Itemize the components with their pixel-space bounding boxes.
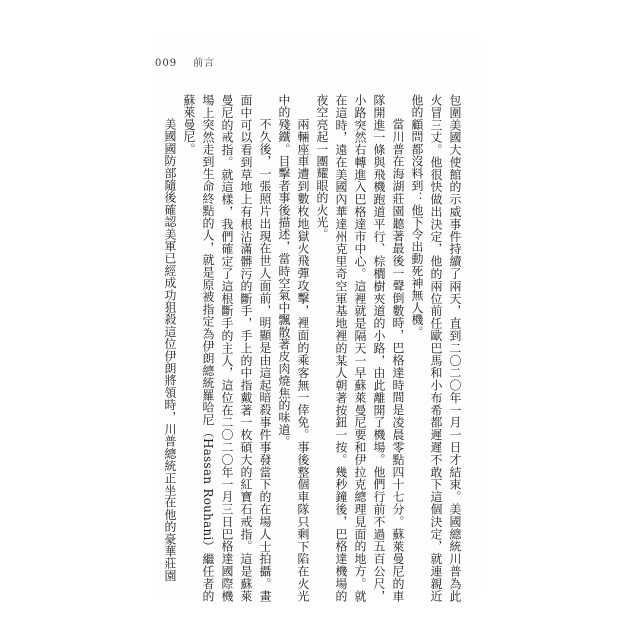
section-title: 前言 [193,58,216,69]
paragraph: 不久後，一張照片出現在世人面前，明顯是由這起暗殺事件事發當下的在場人士拍攝。畫面中可以看到草地上有根沾滿髒污的斷手，手上的中指戴著一枚碩大的紅寶石戒指。這是蘇萊曼尼的戒指。就這樣，我們確定了這根斷手的主人，這位在二〇二〇年一月三日巴格達國際機場上突然走到生命終點的人，就是原被指定為伊朗總統羅哈尼（Hassan Rouhani）繼任者的蘇萊曼尼。 [182,94,272,602]
page-header [155,54,215,69]
paragraph: 美國國防部隨後確認美軍已經成功狙殺這位伊朗將領時，川普總統正坐在他的豪華莊園 [163,117,177,582]
paragraph: 當川普在海湖莊園聽著最後一聲倒數時，巴格達時間是凌晨零點四十七分。蘇萊曼尼的車隊開進一條與飛機跑道平行、棕櫚樹夾道的小路，由此離開了機場。他們行前不過五百公尺，小路突然右轉進入巴格達市中心。這裡就是隔天一早蘇萊曼尼要和伊拉克總理見面的地方。就在這時，遠在美國內華達州克里奇空軍基地裡的某人朝著按鈕一按。幾秒鐘後，巴格達機場的夜空亮起一團耀眼的火光。 [315,94,405,602]
paragraph: 兩輛座車遭到數枚地獄火飛彈攻擊，裡面的乘客無一倖免。事後整個車隊只剩下陷在火光中的殘鐵。目擊者事後描述，當時空氣中飄散著皮肉燒焦的味道。 [277,94,310,602]
page-number: 009 [155,58,178,69]
body-text [160,94,464,602]
paragraph: 包圍美國大使館的示威事件持續了兩天，直到二〇二〇年一月一日才結束。美國總統川普為此火冒三丈。他很快做出決定，他的兩位前任歐巴馬和小布希都遲遲不敢下這個決定，就連親近他的顧問都沒料到：他下令出動死神無人機。 [410,94,462,602]
